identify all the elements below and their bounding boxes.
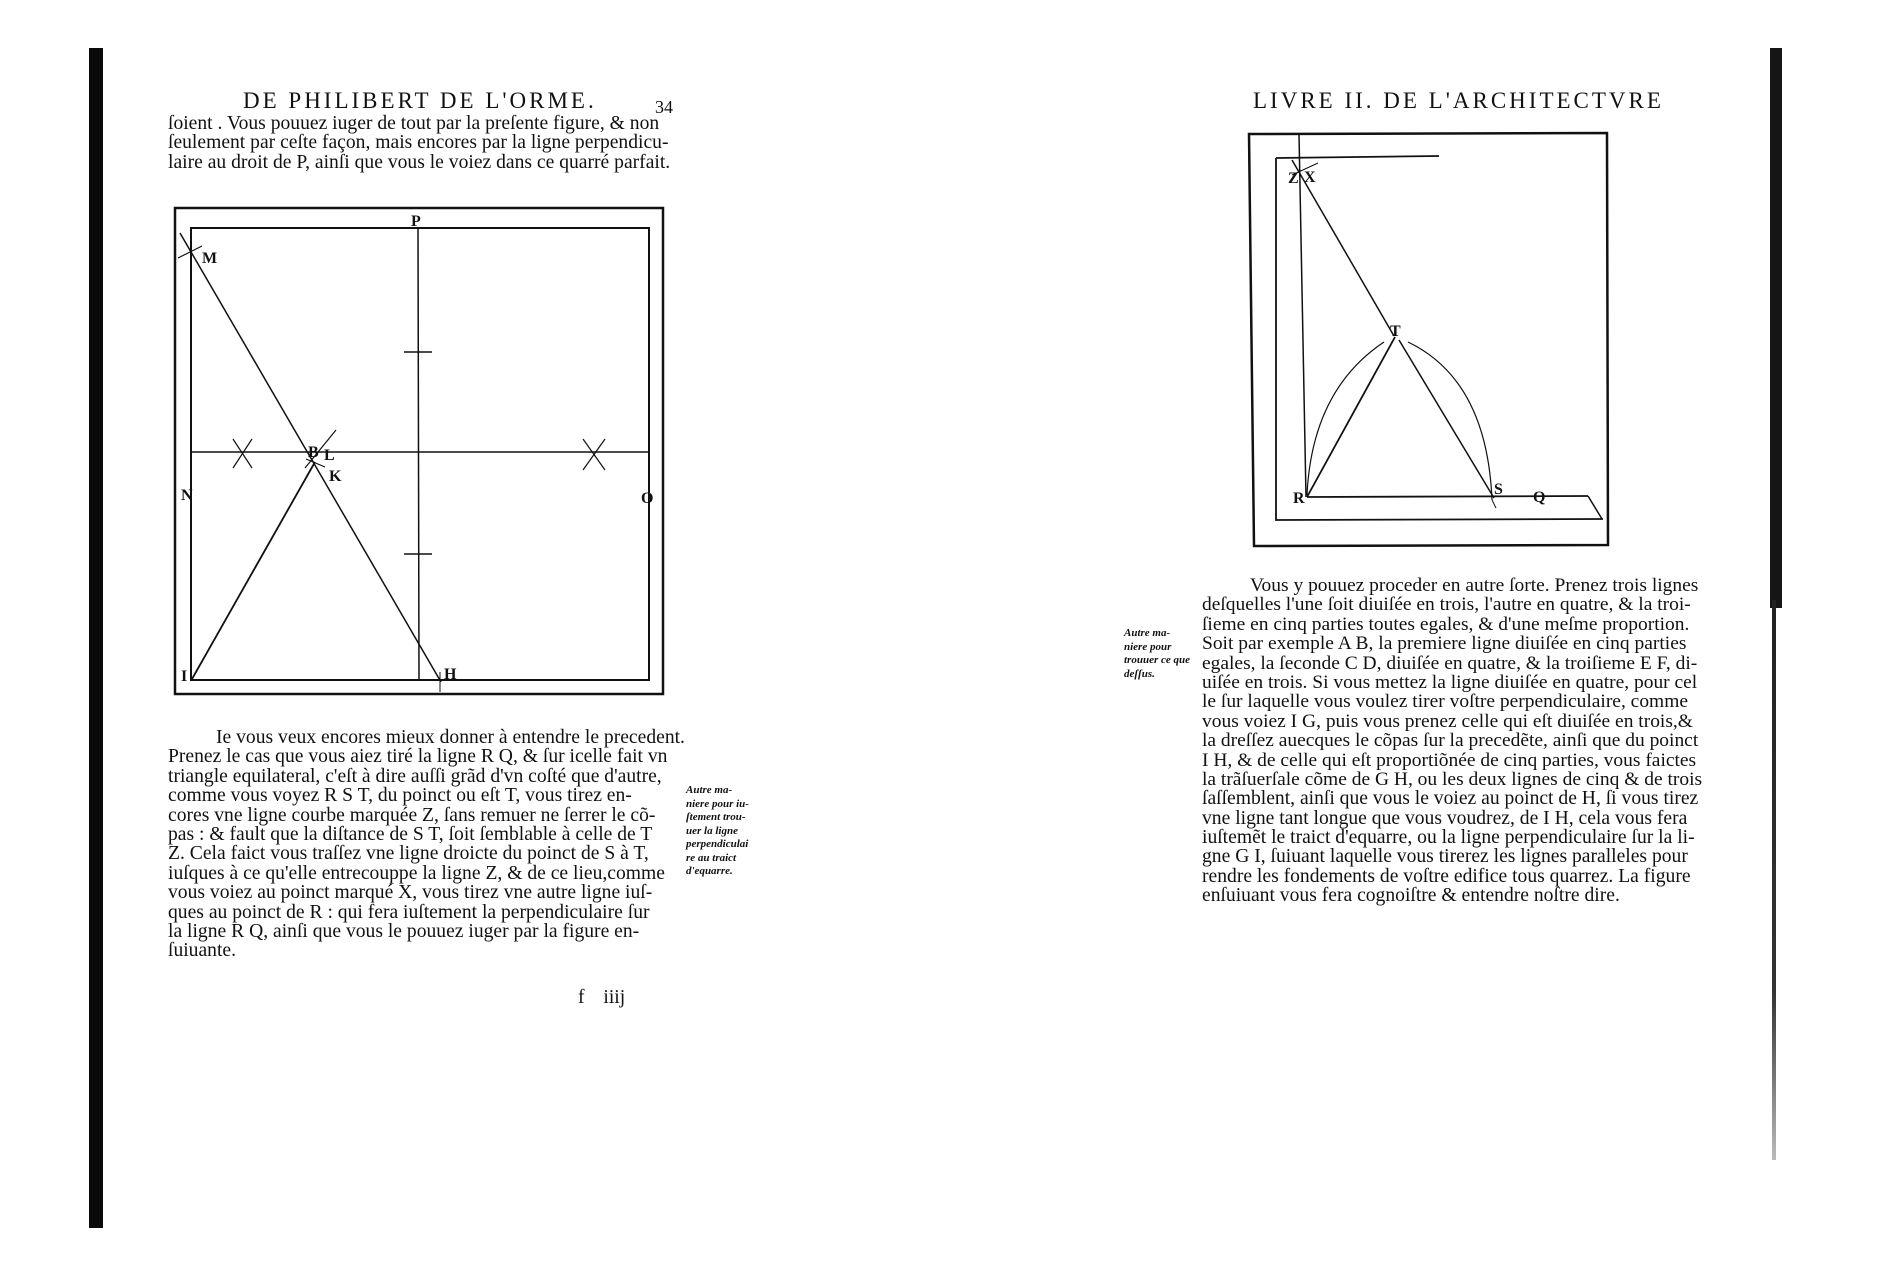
text-line: ques au poinct de R : qui fera iuſtement la perpendiculaire ſur	[168, 901, 650, 923]
text-line: rendre les fondements de voſtre edifice tous quarrez. La figure	[1202, 865, 1691, 887]
label-p: P	[411, 213, 421, 230]
left-running-head: DE PHILIBERT DE L'ORME.	[243, 88, 597, 113]
label-q: Q	[1533, 489, 1546, 506]
right-margin-note	[1124, 627, 1190, 681]
text-line: cores vne ligne courbe marquée Z, ſans remuer ne ſerrer le cõ-	[168, 804, 656, 826]
note-line: niere pour	[1124, 640, 1172, 653]
text-line: uiſée en trois. Si vous mettez la ligne diuiſée en quatre, pour cel	[1202, 671, 1698, 693]
label-r: R	[1293, 490, 1305, 507]
text-line: Vous y pouuez proceder en autre ſorte. Prenez trois lignes	[1250, 575, 1699, 596]
note-line: Autre ma-	[1124, 627, 1171, 639]
label-t: T	[1390, 323, 1401, 340]
text-line: pas : & fault que la diſtance de S T, ſoit ſemblable à celle de T	[168, 823, 653, 845]
note-line: d'equarre.	[686, 865, 733, 877]
note-line: deſſus.	[1124, 667, 1155, 680]
text-line: vne ligne tant longue que vous voudrez, de I H, cela vous fera	[1202, 807, 1688, 829]
text-line: laire au droit de P, ainſi que vous le voiez dans ce quarré parfait.	[168, 151, 671, 173]
note-line: Autre ma-	[686, 784, 733, 796]
text-line: I H, & de celle qui eſt proportiõnée de cinq parties, vous faictes	[1202, 749, 1697, 771]
text-line: ſieme en cinq parties toutes egales, & d'une meſme proportion.	[1202, 613, 1690, 635]
text-line: la trãſuerſale cõme de G H, ou les deux lignes de cinq & de trois	[1202, 768, 1703, 790]
label-x: X	[1304, 169, 1316, 186]
note-line: re au traict	[686, 851, 737, 864]
right-running-head: LIVRE II. DE L'ARCHITECTVRE	[1253, 88, 1664, 113]
note-line: niere pour iu-	[686, 797, 749, 810]
text-line: gne G I, ſuiuant laquelle vous tirerez les lignes paralleles pour	[1202, 846, 1688, 868]
text-line: vous voiez I G, puis vous prenez celle qui eſt diuiſée en trois,&	[1202, 710, 1693, 732]
text-line: le ſur laquelle vous voulez tirer voſtre perpendiculaire, comme	[1202, 691, 1688, 713]
text-line: la ligne R Q, ainſi que vous le pouuez iuger par la figure en-	[168, 920, 640, 942]
label-i: I	[181, 668, 188, 685]
text-line: iuſques à ce qu'elle entrecouppe la ligne Z, & de ce lieu,comme	[168, 862, 665, 884]
label-n: N	[181, 487, 193, 504]
text-line: comme vous voyez R S T, du poinct ou eſt T, vous tirez en-	[168, 785, 632, 807]
text-line: triangle equilateral, c'eſt à dire auſſi grãd d'vn coſté que d'autre,	[168, 765, 662, 787]
signature-mark: f iiij	[578, 987, 626, 1008]
note-line: perpendiculai	[686, 838, 749, 850]
text-line: Soit par exemple A B, la premiere ligne diuiſée en cinq parties	[1202, 633, 1687, 655]
text-line: egales, la ſeconde C D, diuiſée en quatre, & la troiſieme E F, di-	[1202, 652, 1698, 674]
text-line: la dreſſez auecques le cõpas ſur la precedẽte, ainſi que du poinct	[1202, 730, 1699, 752]
label-l: L	[324, 447, 335, 464]
label-b: B	[308, 444, 319, 461]
text-line: enſuiuant vous fera cognoiſtre & entendre noſtre dire.	[1202, 885, 1620, 907]
page-number: 34	[655, 97, 673, 117]
text-line: vous voiez au poinct marqué X, vous tirez vne autre ligne iuſ-	[168, 882, 653, 904]
note-line: trouuer ce que	[1124, 654, 1190, 666]
text-line: ſeulement par ceſte façon, mais encores par la ligne perpendicu-	[168, 132, 669, 154]
text-line: ſuiuante.	[168, 940, 237, 962]
text-line: Ie vous veux encores mieux donner à entendre le precedent.	[216, 727, 685, 748]
right-body-paragraph	[1202, 576, 1702, 906]
note-line: ſtement trou-	[686, 811, 746, 823]
label-h: H	[444, 666, 457, 683]
text-line: ſaſſemblent, ainſi que vous le voiez au poinct de H, ſi vous tirez	[1202, 788, 1699, 810]
text-line: iuſtemẽt le traict d'equarre, ou la ligne perpendiculaire ſur la li-	[1202, 827, 1695, 849]
note-line: uer la ligne	[686, 824, 738, 837]
text-line: Prenez le cas que vous aiez tiré la ligne R Q, & ſur icelle fait vn	[168, 746, 668, 768]
text-line: ſoient . Vous pouuez iuger de tout par la preſente figure, & non	[168, 113, 660, 134]
text-line: deſquelles l'une ſoit diuiſée en trois, l'autre en quatre, & la troi-	[1202, 594, 1691, 616]
label-z: Z	[1288, 170, 1299, 187]
label-s: S	[1494, 481, 1503, 498]
label-m: M	[202, 250, 218, 267]
text-line: Z. Cela faict vous traſſez vne ligne droicte du poinct de S à T,	[168, 843, 649, 865]
label-o: O	[641, 490, 654, 507]
label-k: K	[329, 468, 342, 485]
